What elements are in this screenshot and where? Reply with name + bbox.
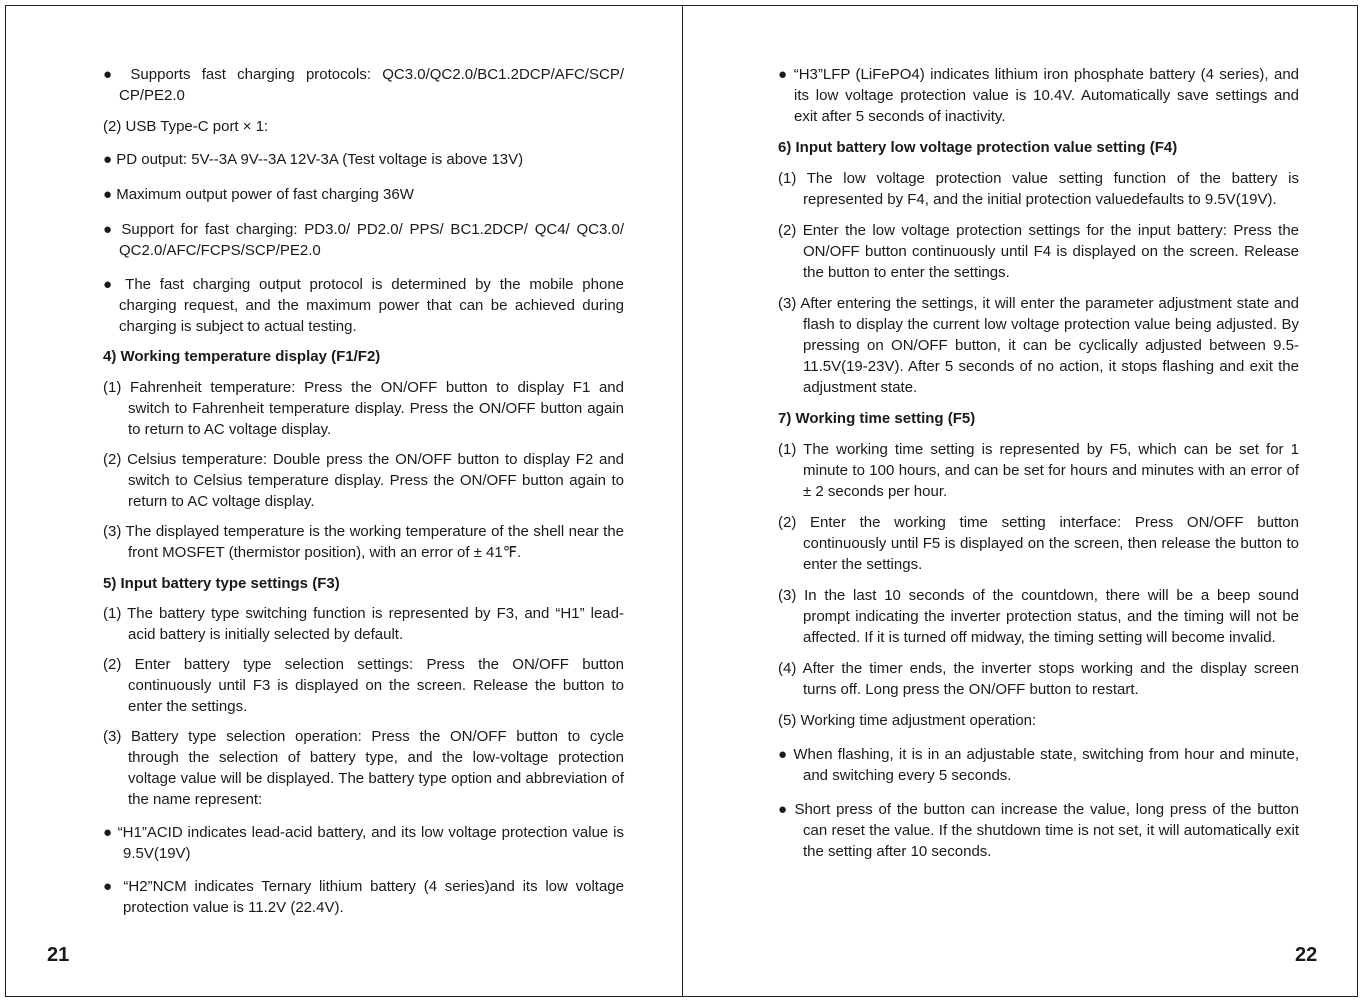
section-heading: 7) Working time setting (F5)	[778, 410, 976, 427]
left-page-body	[103, 60, 624, 918]
paragraph: (3) In the last 10 seconds of the countdown, there will be a beep sound prompt indicating the inverter protection status, and the timing will not be affected. If it is turned off midway, the timing setting will become invalid.	[778, 587, 1299, 646]
paragraph: ● Maximum output power of fast charging 36W	[103, 186, 414, 203]
paragraph: (3) After entering the settings, it will enter the parameter adjustment state and flash to display the current low voltage protection value being adjusted. By pressing on ON/OFF button, it can be cyclically adjusted between 9.5-11.5V(19-23V). After 5 seconds of no action, it stops flashing and exit the adjustment state.	[778, 295, 1299, 396]
paragraph: ● “H3”LFP (LiFePO4) indicates lithium iron phosphate battery (4 series), and its low voltage protection value is 10.4V. Automatically save settings and exit after 5 seconds of inactivity.	[778, 66, 1299, 125]
paragraph: ● When flashing, it is in an adjustable state, switching from hour and minute, and switching every 5 seconds.	[778, 746, 1299, 784]
paragraph: ● The fast charging output protocol is determined by the mobile phone charging request, and the maximum power that can be achieved during charging is subject to actual testing.	[103, 276, 624, 335]
paragraph: (3) The displayed temperature is the working temperature of the shell near the front MOSFET (thermistor position), with an error of ± 41℉.	[103, 523, 624, 561]
paragraph: ● “H2”NCM indicates Ternary lithium battery (4 series)and its low voltage protection value is 11.2V (22.4V).	[103, 878, 624, 916]
paragraph: ● Supports fast charging protocols: QC3.0/QC2.0/BC1.2DCP/AFC/SCP/ CP/PE2.0	[103, 66, 624, 104]
paragraph: (2) USB Type-C port × 1:	[103, 118, 269, 135]
page-number: 21	[47, 944, 70, 966]
paragraph: ● Support for fast charging: PD3.0/ PD2.0/ PPS/ BC1.2DCP/ QC4/ QC3.0/ QC2.0/AFC/FCPS/SCP/PE2.0	[103, 221, 624, 259]
section-heading: 4) Working temperature display (F1/F2)	[103, 348, 381, 365]
paragraph: (2) Enter battery type selection settings: Press the ON/OFF button continuously until F3 is displayed on the screen. Release the button to enter the settings.	[103, 656, 624, 715]
paragraph: (1) Fahrenheit temperature: Press the ON/OFF button to display F1 and switch to Fahrenheit temperature display. Press the ON/OFF button again to return to AC voltage display.	[103, 379, 624, 438]
page-fold-line	[682, 5, 683, 997]
page-number: 22	[1295, 944, 1318, 966]
right-page-body	[778, 60, 1299, 862]
paragraph: (2) Enter the low voltage protection settings for the input battery: Press the ON/OFF button continuously until F4 is displayed on the screen. Release the button to enter the settings.	[778, 222, 1299, 281]
paragraph: (2) Celsius temperature: Double press the ON/OFF button to display F2 and switch to Celsius temperature display. Press the ON/OFF button again to return to AC voltage display.	[103, 451, 624, 510]
paragraph: (1) The battery type switching function is represented by F3, and “H1” lead-acid battery is initially selected by default.	[103, 605, 624, 643]
section-heading: 5) Input battery type settings (F3)	[103, 575, 340, 592]
paragraph: (3) Battery type selection operation: Press the ON/OFF button to cycle through the selection of battery type, and the low-voltage protection voltage value will be displayed. The battery type option and abbreviation of the name represent:	[103, 728, 624, 808]
paragraph: (2) Enter the working time setting interface: Press ON/OFF button continuously until F5 is displayed on the screen, then release the button to enter the settings.	[778, 514, 1299, 573]
paragraph: (4) After the timer ends, the inverter stops working and the display screen turns off. Long press the ON/OFF button to restart.	[778, 660, 1299, 698]
paragraph: ● “H1”ACID indicates lead-acid battery, and its low voltage protection value is 9.5V(19V)	[103, 824, 624, 862]
paragraph: (1) The low voltage protection value setting function of the battery is represented by F4, and the initial protection valuedefaults to 9.5V(19V).	[778, 170, 1299, 208]
paragraph: (5) Working time adjustment operation:	[778, 712, 1037, 729]
section-heading: 6) Input battery low voltage protection value setting (F4)	[778, 139, 1178, 156]
paragraph: (1) The working time setting is represented by F5, which can be set for 1 minute to 100 hours, and can be set for hours and minutes with an error of ± 2 seconds per hour.	[778, 441, 1299, 500]
paragraph: ● PD output: 5V--3A 9V--3A 12V-3A (Test voltage is above 13V)	[103, 151, 524, 168]
paragraph: ● Short press of the button can increase the value, long press of the button can reset the value. If the shutdown time is not set, it will automatically exit the setting after 10 seconds.	[778, 801, 1299, 860]
